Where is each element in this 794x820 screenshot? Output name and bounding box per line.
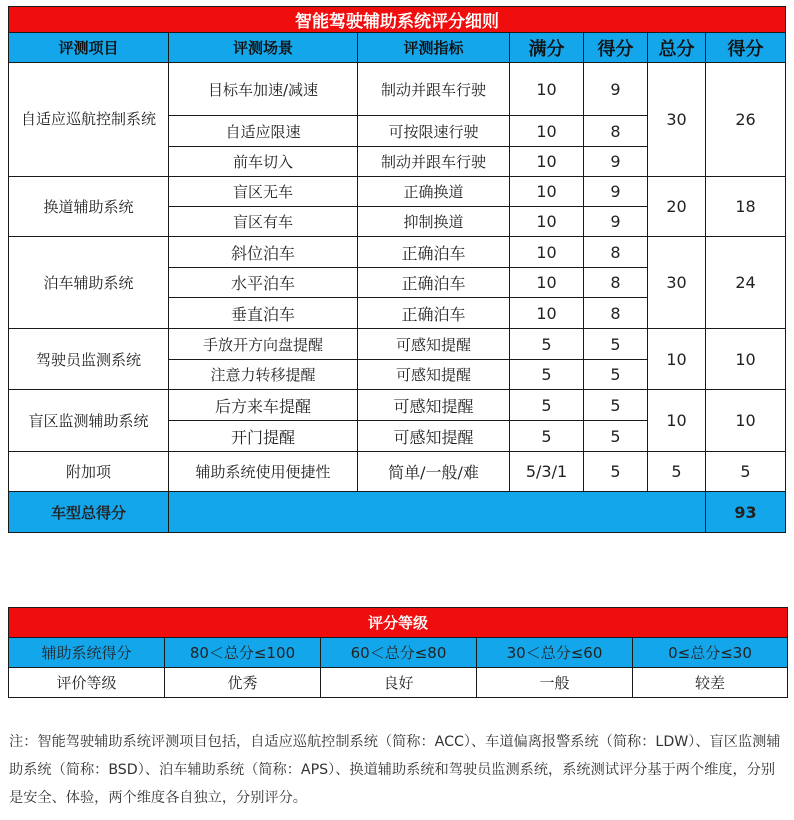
header-total-score: 得分 (706, 33, 786, 63)
scenario-cell: 注意力转移提醒 (169, 360, 358, 390)
metric-cell: 可感知提醒 (358, 329, 510, 360)
total-value: 93 (706, 492, 786, 533)
score-cell: 8 (584, 298, 648, 329)
score-cell: 9 (584, 207, 648, 237)
group-name: 换道辅助系统 (9, 177, 169, 237)
table-row (9, 63, 786, 116)
group-total-full: 5 (648, 452, 706, 492)
total-label: 车型总得分 (9, 492, 169, 533)
scenario-cell: 目标车加速/减速 (169, 63, 358, 116)
score-cell: 5 (584, 329, 648, 360)
table-row (9, 329, 786, 360)
group-total-score: 26 (706, 63, 786, 177)
scenario-cell: 垂直泊车 (169, 298, 358, 329)
score-cell: 5 (584, 390, 648, 421)
group-name: 自适应巡航控制系统 (9, 63, 169, 177)
table-row (9, 452, 786, 492)
metric-cell: 正确泊车 (358, 237, 510, 268)
group-total-score: 10 (706, 329, 786, 390)
scenario-cell: 盲区无车 (169, 177, 358, 207)
score-cell: 5 (584, 360, 648, 390)
grade-cell: 较差 (633, 668, 788, 698)
score-cell: 9 (584, 177, 648, 207)
group-name: 驾驶员监测系统 (9, 329, 169, 390)
scenario-cell: 后方来车提醒 (169, 390, 358, 421)
table-row (9, 177, 786, 207)
metric-cell: 正确换道 (358, 177, 510, 207)
range-cell: 60＜总分≤80 (321, 638, 477, 668)
metric-cell: 制动并跟车行驶 (358, 147, 510, 177)
group-name: 附加项 (9, 452, 169, 492)
score-cell: 5 (584, 421, 648, 452)
grade-cell: 优秀 (165, 668, 321, 698)
group-total-score: 24 (706, 237, 786, 329)
header-scenario: 评测场景 (169, 33, 358, 63)
full-cell: 10 (510, 237, 584, 268)
table-row (9, 237, 786, 268)
group-total-full: 10 (648, 390, 706, 452)
header-full: 满分 (510, 33, 584, 63)
scenario-cell: 斜位泊车 (169, 237, 358, 268)
group-total-full: 30 (648, 63, 706, 177)
metric-cell: 简单/一般/难 (358, 452, 510, 492)
score-cell: 9 (584, 147, 648, 177)
range-cell: 0≤总分≤30 (633, 638, 788, 668)
full-cell: 5 (510, 329, 584, 360)
scenario-cell: 盲区有车 (169, 207, 358, 237)
group-total-score: 10 (706, 390, 786, 452)
score-cell: 8 (584, 268, 648, 298)
scenario-cell: 前车切入 (169, 147, 358, 177)
metric-cell: 可感知提醒 (358, 390, 510, 421)
full-cell: 10 (510, 116, 584, 147)
scenario-cell: 手放开方向盘提醒 (169, 329, 358, 360)
grade-cell: 一般 (477, 668, 633, 698)
full-cell: 10 (510, 63, 584, 116)
metric-cell: 抑制换道 (358, 207, 510, 237)
score-cell: 8 (584, 237, 648, 268)
metric-cell: 制动并跟车行驶 (358, 63, 510, 116)
group-name: 泊车辅助系统 (9, 237, 169, 329)
score-cell: 5 (584, 452, 648, 492)
score-cell: 8 (584, 116, 648, 147)
full-cell: 5 (510, 390, 584, 421)
total-spacer (169, 492, 706, 533)
header-metric: 评测指标 (358, 33, 510, 63)
footnote: 注：智能驾驶辅助系统评测项目包括，自适应巡航控制系统（简称：ACC）、车道偏离报警系统（简称：LDW）、盲区监测辅助系统（简称：BSD）、泊车辅助系统（简称：APS）、换道辅助系统和驾驶员监测系统，系统测试评分基于两个维度，分别是安全、体验，两个维度各自独立，分别评分。 (9, 734, 781, 806)
full-cell: 10 (510, 268, 584, 298)
range-row (9, 638, 788, 668)
total-row (9, 492, 786, 533)
group-total-score: 18 (706, 177, 786, 237)
score-table (8, 6, 786, 533)
full-cell: 10 (510, 177, 584, 207)
header-score: 得分 (584, 33, 648, 63)
header-item: 评测项目 (9, 33, 169, 63)
metric-cell: 正确泊车 (358, 298, 510, 329)
group-total-full: 20 (648, 177, 706, 237)
full-cell: 10 (510, 147, 584, 177)
full-cell: 10 (510, 207, 584, 237)
grade-table (8, 607, 788, 698)
metric-cell: 可感知提醒 (358, 421, 510, 452)
grade-row-label: 评价等级 (9, 668, 165, 698)
range-cell: 80＜总分≤100 (165, 638, 321, 668)
grade-row (9, 668, 788, 698)
metric-cell: 可按限速行驶 (358, 116, 510, 147)
range-cell: 30＜总分≤60 (477, 638, 633, 668)
metric-cell: 正确泊车 (358, 268, 510, 298)
full-cell: 5 (510, 421, 584, 452)
score-cell: 9 (584, 63, 648, 116)
group-total-score: 5 (706, 452, 786, 492)
metric-cell: 可感知提醒 (358, 360, 510, 390)
group-total-full: 10 (648, 329, 706, 390)
group-name: 盲区监测辅助系统 (9, 390, 169, 452)
scenario-cell: 开门提醒 (169, 421, 358, 452)
scenario-cell: 水平泊车 (169, 268, 358, 298)
scenario-cell: 自适应限速 (169, 116, 358, 147)
table-row (9, 390, 786, 421)
full-cell: 5/3/1 (510, 452, 584, 492)
grade-cell: 良好 (321, 668, 477, 698)
grade-table-title: 评分等级 (9, 608, 788, 638)
scenario-cell: 辅助系统使用便捷性 (169, 452, 358, 492)
score-table-title: 智能驾驶辅助系统评分细则 (9, 7, 786, 33)
full-cell: 5 (510, 360, 584, 390)
range-row-label: 辅助系统得分 (9, 638, 165, 668)
group-total-full: 30 (648, 237, 706, 329)
full-cell: 10 (510, 298, 584, 329)
header-total-full: 总分 (648, 33, 706, 63)
